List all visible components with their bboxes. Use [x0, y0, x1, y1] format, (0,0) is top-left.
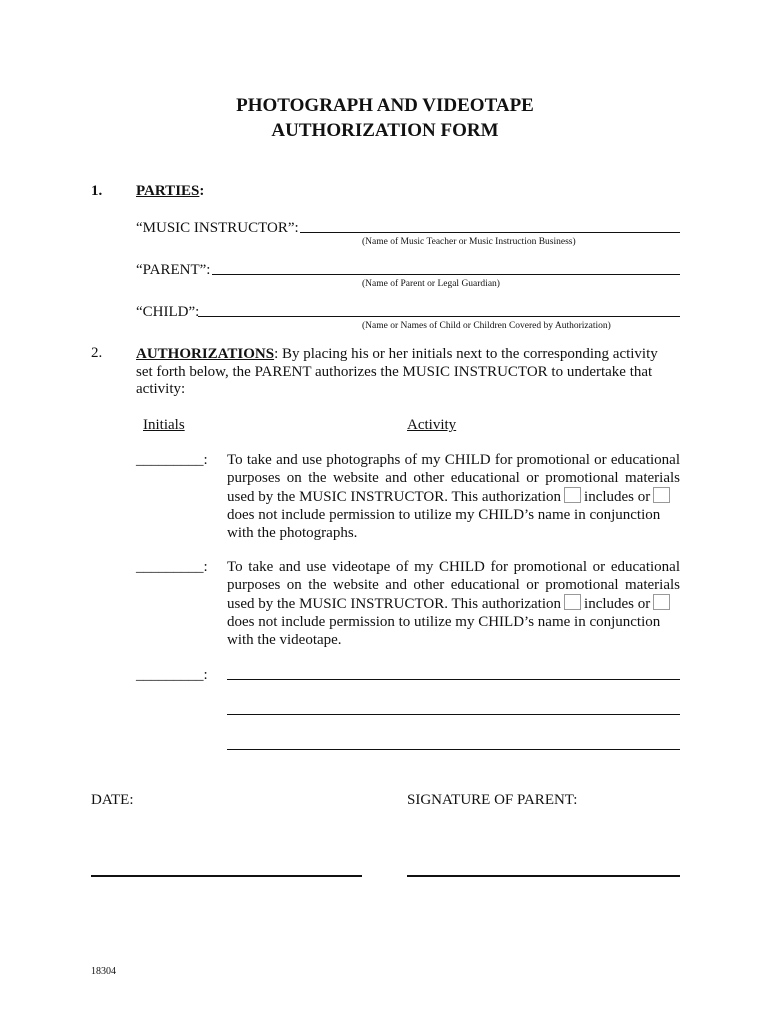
does-not-include-checkbox-photographs[interactable] — [653, 487, 670, 503]
item2-line3-text: used by the MUSIC INSTRUCTOR. This authorization — [227, 596, 562, 612]
item1-line1: To take and use photographs of my CHILD for promotional or educational — [227, 452, 680, 468]
child-caption: (Name or Names of Child or Children Covered by Authorization) — [362, 321, 611, 331]
item1-line4: does not include permission to utilize my CHILD’s name in conjunction — [227, 507, 661, 523]
section2-intro-line3: activity: — [136, 381, 186, 397]
item1-includes-text: includes or — [584, 489, 651, 505]
music-instructor-label: “MUSIC INSTRUCTOR”: — [136, 220, 299, 236]
section2-intro-line2: set forth below, the PARENT authorizes the MUSIC INSTRUCTOR to undertake that — [136, 364, 653, 380]
item2-line4: does not include permission to utilize my CHILD’s name in conjunction — [227, 614, 661, 630]
section1-heading-colon: : — [199, 183, 205, 199]
date-field[interactable] — [91, 875, 362, 877]
item1-line3 — [227, 487, 680, 506]
section1-heading — [136, 183, 204, 200]
does-not-include-checkbox-videotape[interactable] — [653, 594, 670, 610]
item2-line1: To take and use videotape of my CHILD for promotional or educational — [227, 559, 680, 575]
item1-line3-text: used by the MUSIC INSTRUCTOR. This authorization — [227, 489, 562, 505]
child-label: “CHILD”: — [136, 304, 200, 320]
activity-item-videotape — [227, 558, 680, 649]
item1-line2: purposes on the website and other educational or promotional materials — [227, 470, 680, 486]
parent-caption: (Name of Parent or Legal Guardian) — [362, 279, 500, 289]
initials-blank-2[interactable]: _________: — [136, 559, 208, 575]
activity-column-header: Activity — [407, 417, 457, 433]
item2-includes-text: includes or — [584, 596, 651, 612]
signature-field[interactable] — [407, 875, 680, 877]
item2-line2: purposes on the website and other educational or promotional materials — [227, 577, 680, 593]
activity-item-photographs — [227, 451, 680, 542]
section2-heading: AUTHORIZATIONS — [136, 346, 275, 362]
parent-label: “PARENT”: — [136, 262, 211, 278]
item1-line5: with the photographs. — [227, 525, 358, 541]
section1-number: 1. — [91, 183, 103, 199]
section2-number: 2. — [91, 345, 103, 361]
date-label: DATE: — [91, 792, 134, 808]
form-number: 18304 — [91, 966, 116, 977]
includes-checkbox-videotape[interactable] — [564, 594, 581, 610]
item2-line3 — [227, 594, 680, 613]
form-title-line1: PHOTOGRAPH AND VIDEOTAPE — [236, 95, 534, 116]
custom-activity-line-3[interactable] — [227, 749, 680, 750]
item2-line5: with the videotape. — [227, 632, 342, 648]
includes-checkbox-photographs[interactable] — [564, 487, 581, 503]
custom-activity-line-2[interactable] — [227, 714, 680, 715]
music-instructor-field[interactable] — [300, 232, 680, 233]
section2-intro-text: : By placing his or her initials next to the corresponding activity — [274, 346, 658, 362]
custom-activity-line-1[interactable] — [227, 679, 680, 680]
section2-intro-line1 — [136, 345, 658, 363]
initials-column-header: Initials — [143, 417, 185, 433]
child-name-field[interactable] — [198, 316, 680, 317]
signature-label: SIGNATURE OF PARENT: — [407, 792, 578, 808]
initials-blank-1[interactable]: _________: — [136, 452, 208, 468]
form-title-line2: AUTHORIZATION FORM — [271, 120, 499, 141]
section1-heading-text: PARTIES — [136, 183, 200, 199]
parent-name-field[interactable] — [212, 274, 680, 275]
initials-blank-3[interactable]: _________: — [136, 667, 208, 683]
music-instructor-caption: (Name of Music Teacher or Music Instruction Business) — [362, 237, 576, 247]
